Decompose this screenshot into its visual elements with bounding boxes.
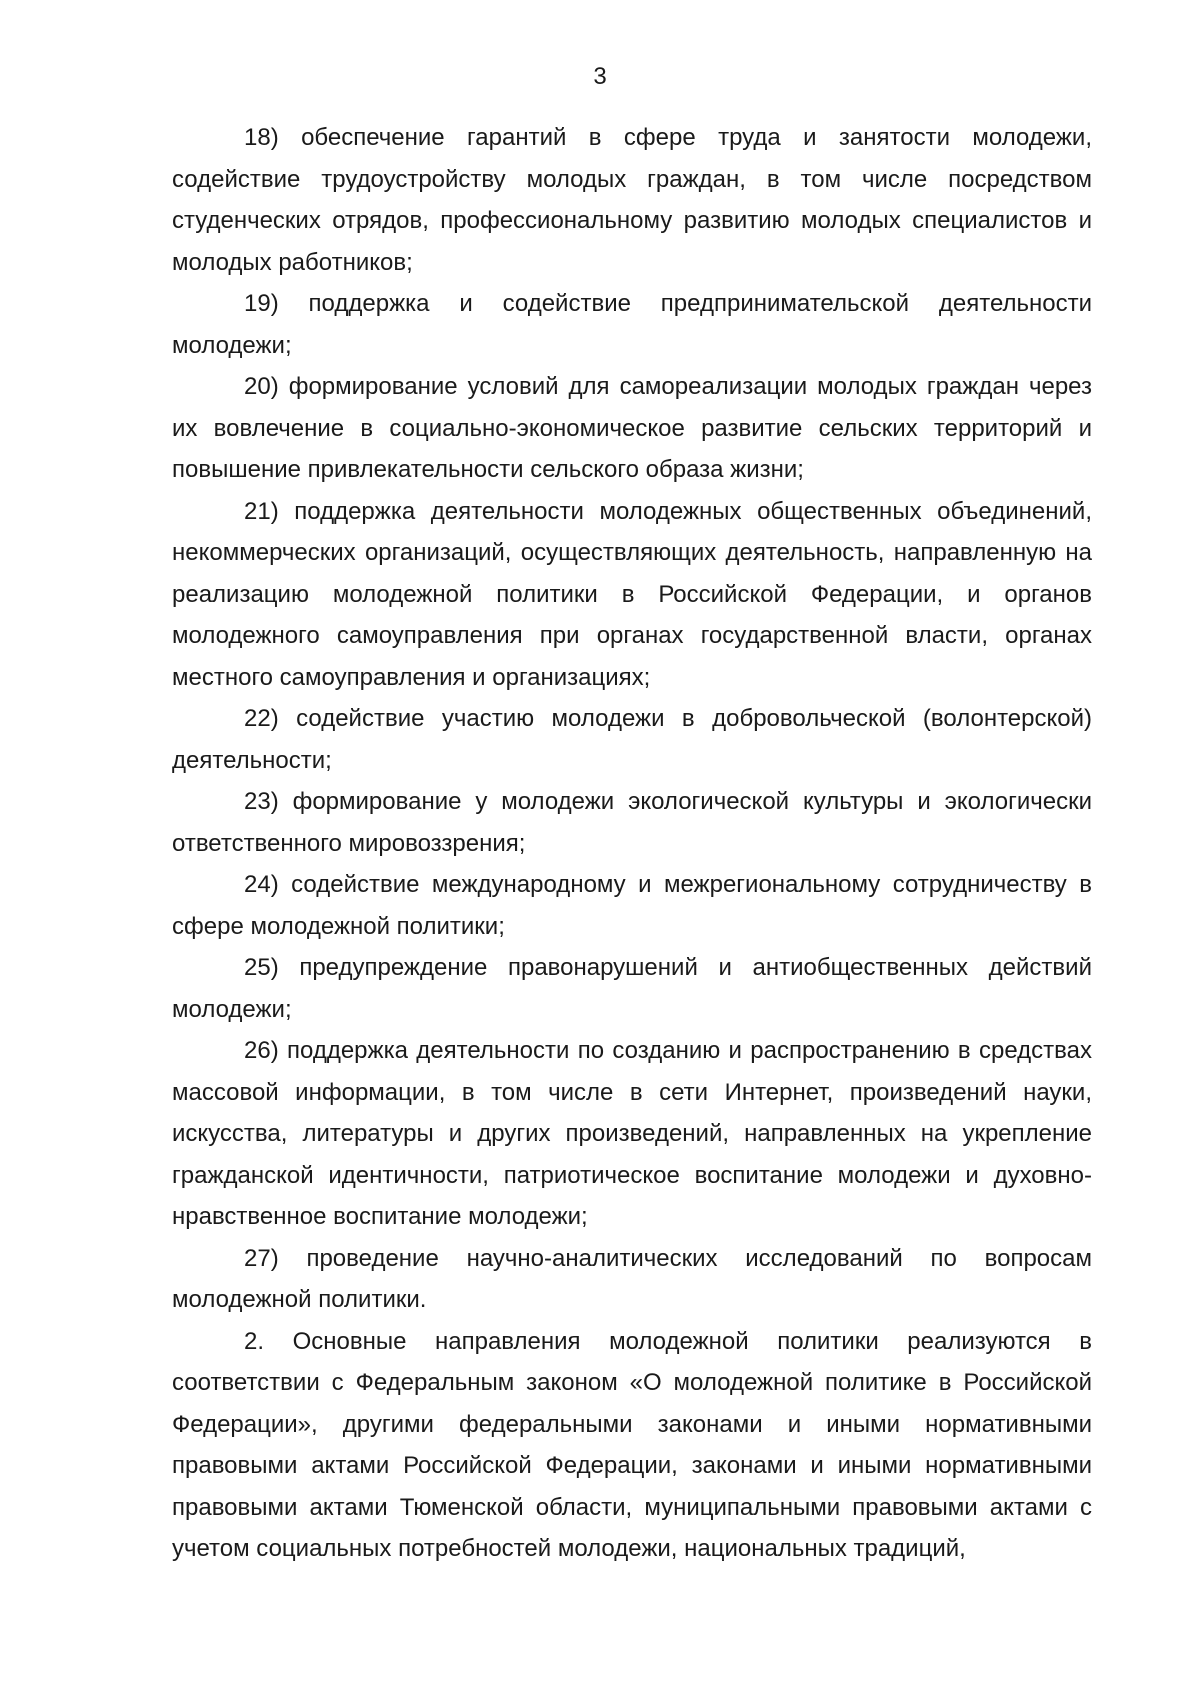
paragraph-item-23: 23) формирование у молодежи экологической культуры и экологически ответственного мировоззрения; — [172, 788, 1092, 857]
paragraph-item-18: 18) обеспечение гарантий в сфере труда и занятости молодежи, содействие трудоустройству молодых граждан, в том числе посредством студенческих отрядов, профессиональному развитию молодых специалистов и молодых работников; — [172, 124, 1092, 276]
page-number: 3 — [593, 63, 607, 90]
paragraph-item-22: 22) содействие участию молодежи в добровольческой (волонтерской) деятельности; — [172, 705, 1092, 774]
paragraph-item-21: 21) поддержка деятельности молодежных общественных объединений, некоммерческих организаций, осуществляющих деятельность, направленную на реализацию молодежной политики в Российской Федерации, и органов молодежного самоуправления при органах государственной власти, органах местного самоуправления и организациях; — [172, 497, 1092, 691]
paragraph-item-27: 27) проведение научно-аналитических исследований по вопросам молодежной политики. — [172, 1244, 1092, 1313]
paragraph-item-19: 19) поддержка и содействие предпринимательской деятельности молодежи; — [172, 290, 1092, 359]
paragraph-item-20: 20) формирование условий для самореализации молодых граждан через их вовлечение в социально-экономическое развитие сельских территорий и повышение привлекательности сельского образа жизни; — [172, 373, 1092, 483]
paragraph-item-24: 24) содействие международному и межрегиональному сотрудничеству в сфере молодежной политики; — [172, 871, 1092, 940]
paragraph-item-25: 25) предупреждение правонарушений и антиобщественных действий молодежи; — [172, 954, 1092, 1023]
paragraph-item-26: 26) поддержка деятельности по созданию и распространению в средствах массовой информации, в том числе в сети Интернет, произведений науки, искусства, литературы и других произведений, направленных на укрепление гражданской идентичности, патриотическое воспитание молодежи и духовно-нравственное воспитание молодежи; — [172, 1037, 1092, 1230]
paragraph-section-2: 2. Основные направления молодежной политики реализуются в соответствии с Федеральным законом «О молодежной политике в Российской Федерации», другими федеральными законами и иными нормативными правовыми актами Российской Федерации, законами и иными нормативными правовыми актами Тюменской области, муниципальными правовыми актами с учетом социальных потребностей молодежи, национальных традиций, — [172, 1327, 1092, 1562]
document-body — [172, 117, 1092, 1570]
